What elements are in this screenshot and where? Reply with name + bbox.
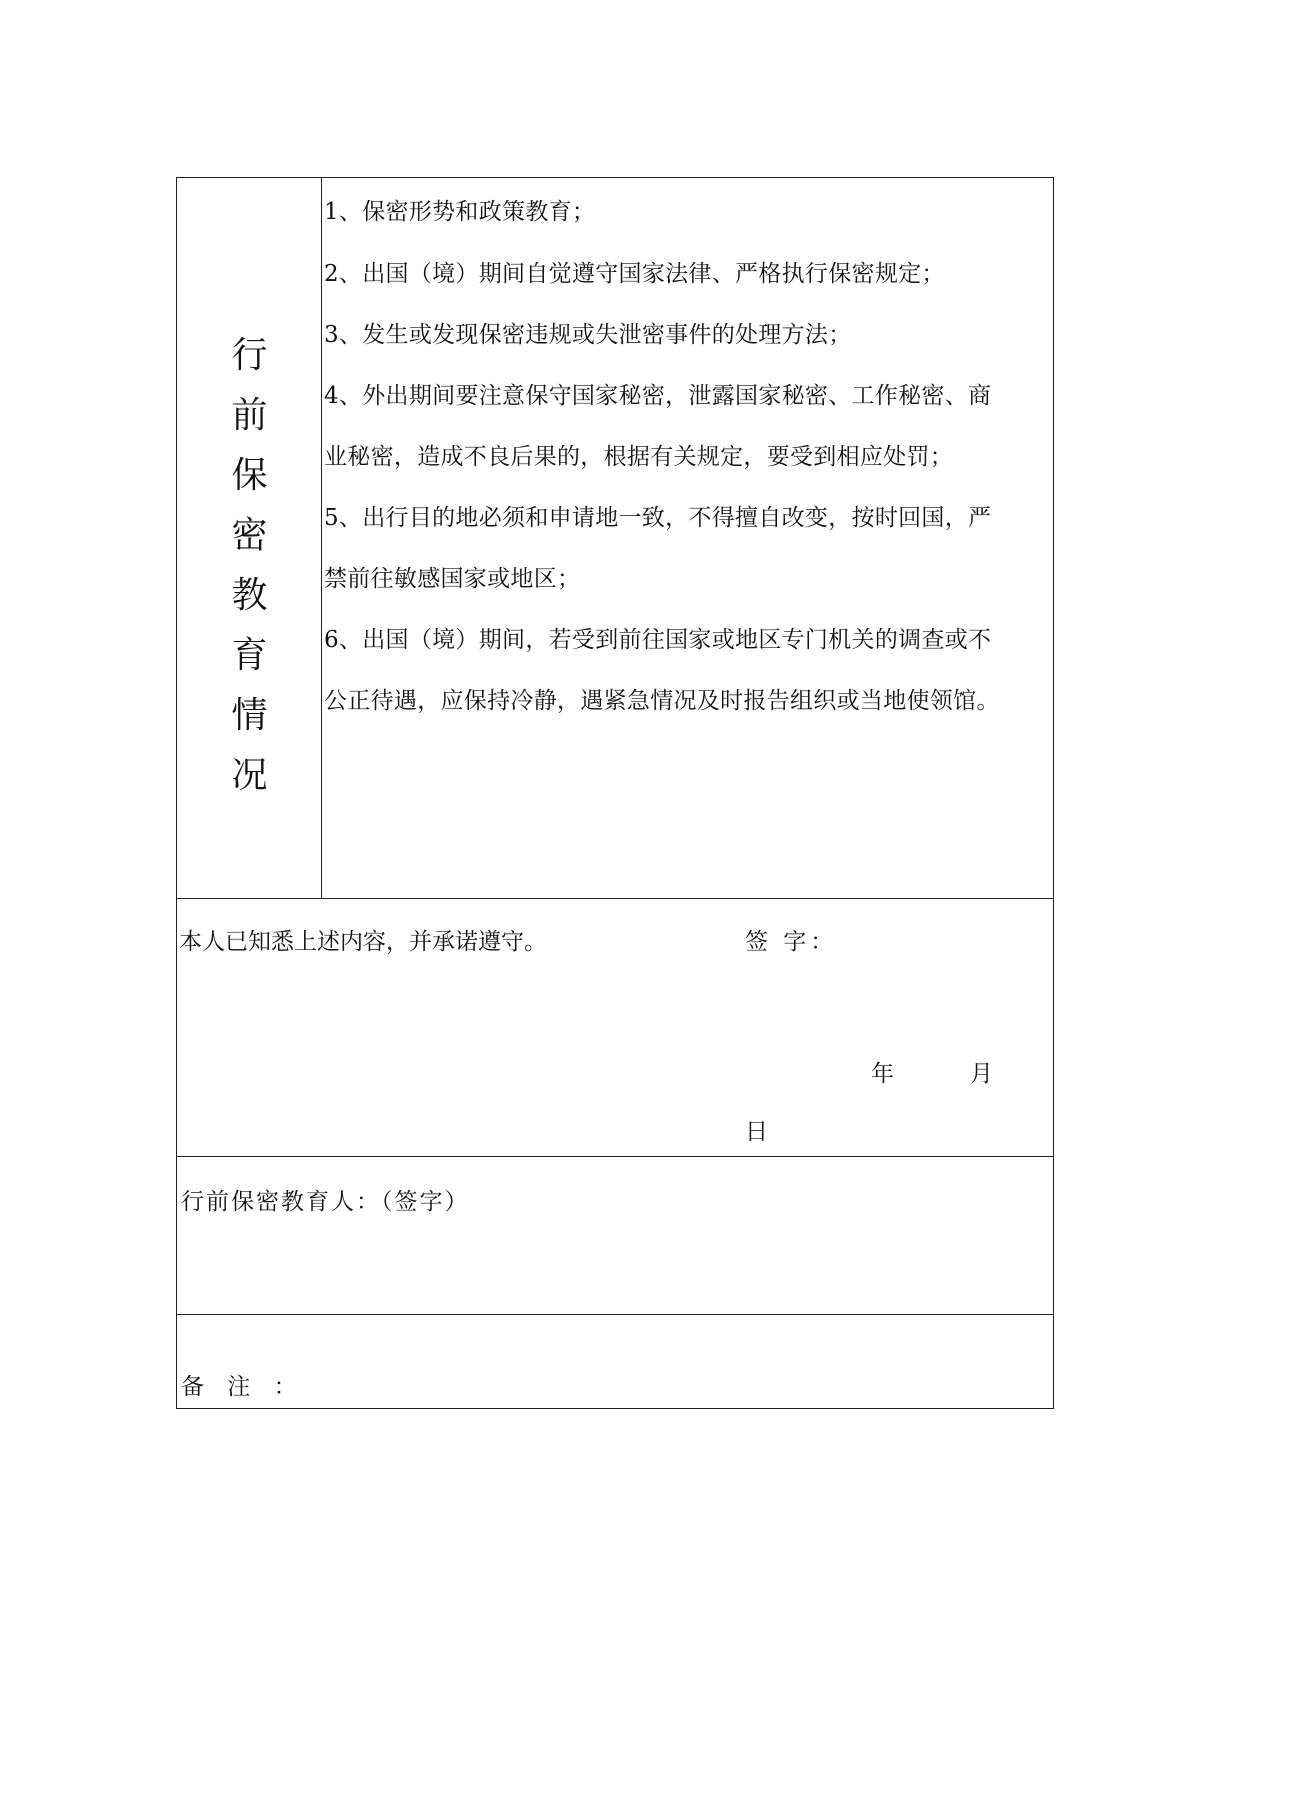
section-label-char: 保 bbox=[231, 455, 268, 496]
education-item: 6、出国（境）期间，若受到前往国家或地区专门机关的调查或不 bbox=[324, 627, 992, 653]
education-item: 4、外出期间要注意保守国家秘密，泄露国家秘密、工作秘密、商 bbox=[324, 383, 992, 409]
section-label-vertical bbox=[177, 178, 322, 898]
pledge-statement: 本人已知悉上述内容，并承诺遵守。 bbox=[179, 929, 547, 955]
date-month-field[interactable]: 月 bbox=[970, 1061, 993, 1087]
date-day-field[interactable]: 日 bbox=[745, 1119, 768, 1145]
date-year-field[interactable]: 年 bbox=[871, 1061, 894, 1087]
educator-section bbox=[177, 1157, 1053, 1315]
section-label-char: 情 bbox=[231, 695, 268, 736]
education-item: 5、出行目的地必须和申请地一致，不得擅自改变，按时回国，严 bbox=[324, 505, 992, 531]
section-label-char: 行 bbox=[231, 335, 268, 376]
education-item: 禁前往敏感国家或地区； bbox=[324, 566, 581, 592]
educator-signature-field[interactable]: 行前保密教育人：（签字） bbox=[181, 1189, 470, 1215]
pledge-section bbox=[177, 899, 1053, 1157]
education-item: 1、保密形势和政策教育； bbox=[324, 199, 596, 225]
education-item: 公正待遇，应保持冷静，遇紧急情况及时报告组织或当地使领馆。 bbox=[324, 688, 1000, 714]
signature-field[interactable]: 签 字： bbox=[745, 929, 838, 955]
education-section bbox=[177, 178, 1053, 899]
section-label-char: 前 bbox=[231, 395, 268, 436]
confidentiality-education-form bbox=[176, 177, 1054, 1409]
education-item: 2、出国（境）期间自觉遵守国家法律、严格执行保密规定； bbox=[324, 261, 945, 287]
education-content bbox=[322, 178, 1053, 898]
remarks-section bbox=[177, 1315, 1053, 1408]
section-label-char: 况 bbox=[231, 755, 268, 796]
section-label-char: 育 bbox=[231, 635, 268, 676]
section-label-char: 教 bbox=[231, 575, 268, 616]
education-item: 业秘密，造成不良后果的，根据有关规定，要受到相应处罚； bbox=[324, 444, 954, 470]
education-item: 3、发生或发现保密违规或失泄密事件的处理方法； bbox=[324, 322, 852, 348]
section-label-char: 密 bbox=[231, 515, 268, 556]
remarks-field[interactable]: 备 注 ： bbox=[181, 1374, 305, 1400]
